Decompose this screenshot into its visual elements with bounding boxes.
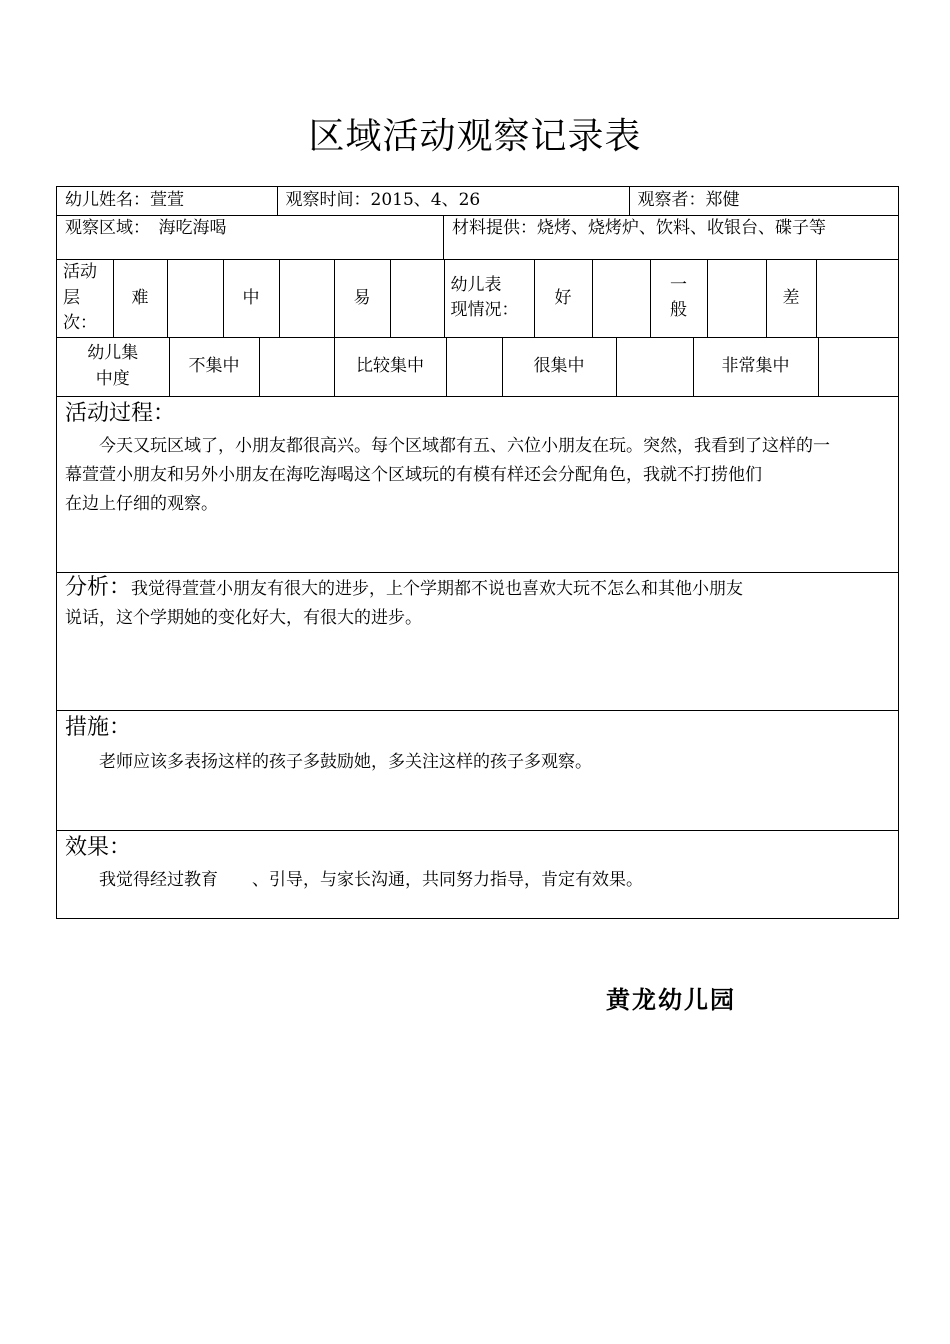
analysis-section <box>57 572 899 710</box>
level-medium-box <box>279 260 334 337</box>
measures-heading: 措施： <box>65 714 132 740</box>
analysis-heading: 分析： <box>65 574 132 600</box>
observation-form <box>56 186 899 919</box>
kindergarten-name: 黄龙幼儿园 <box>606 986 736 1014</box>
child-name-field: 幼儿姓名：萱萱 <box>57 187 277 215</box>
performance-poor: 差 <box>766 260 816 337</box>
process-line: 幕萱萱小朋友和另外小朋友在海吃海喝这个区域玩的有模有样还会分配角色，我就不打捞他们 <box>65 464 762 485</box>
process-line: 今天又玩区域了，小朋友都很高兴。每个区域都有五、六位小朋友在玩。突然，我看到了这样的一 <box>99 435 830 456</box>
performance-good-box <box>592 260 650 337</box>
observe-area-field: 观察区域： 海吃海喝 <box>57 216 444 260</box>
focus-row <box>57 337 899 396</box>
measures-section <box>57 710 899 830</box>
level-performance-row <box>57 260 899 338</box>
observe-time-field: 观察时间：2015、4、26 <box>277 187 629 215</box>
process-section <box>57 396 899 572</box>
analysis-line: 我觉得萱萱小朋友有很大的进步，上个学期都不说也喜欢大玩不怎么和其他小朋友 <box>131 578 744 599</box>
focus-label: 幼儿集 中度 <box>57 338 169 396</box>
performance-normal: 一 般 <box>650 260 707 337</box>
focus-fairly: 比较集中 <box>334 338 446 396</box>
focus-very-box <box>616 338 693 396</box>
page-title: 区域活动观察记录表 <box>308 116 642 157</box>
measures-line: 老师应该多表扬这样的孩子多鼓励她，多关注这样的孩子多观察。 <box>99 751 592 772</box>
activity-level-label: 活动 层次： <box>57 260 113 337</box>
process-heading: 活动过程： <box>65 400 176 426</box>
focus-not: 不集中 <box>169 338 259 396</box>
level-easy-box <box>390 260 444 337</box>
focus-fairly-box <box>446 338 502 396</box>
level-medium: 中 <box>223 260 279 337</box>
effect-heading: 效果： <box>65 834 132 860</box>
level-hard: 难 <box>113 260 167 337</box>
analysis-line: 说话，这个学期她的变化好大，有很大的进步。 <box>65 607 422 628</box>
focus-very: 很集中 <box>502 338 616 396</box>
effect-section <box>57 830 899 918</box>
performance-normal-box <box>707 260 766 337</box>
process-line: 在边上仔细的观察。 <box>65 493 218 514</box>
focus-not-box <box>259 338 334 396</box>
level-easy: 易 <box>334 260 390 337</box>
focus-extremely: 非常集中 <box>693 338 818 396</box>
performance-poor-box <box>816 260 899 337</box>
performance-label: 幼儿表 现情况： <box>444 260 534 337</box>
effect-line: 我觉得经过教育 、引导，与家长沟通，共同努力指导，肯定有效果。 <box>99 869 643 890</box>
observer-field: 观察者：郑健 <box>637 190 740 211</box>
level-hard-box <box>167 260 223 337</box>
performance-good: 好 <box>534 260 592 337</box>
header-row <box>57 187 899 216</box>
materials-field: 材料提供：烧烤、烧烤炉、饮料、收银台、碟子等 <box>444 216 899 260</box>
focus-extremely-box <box>818 338 899 396</box>
